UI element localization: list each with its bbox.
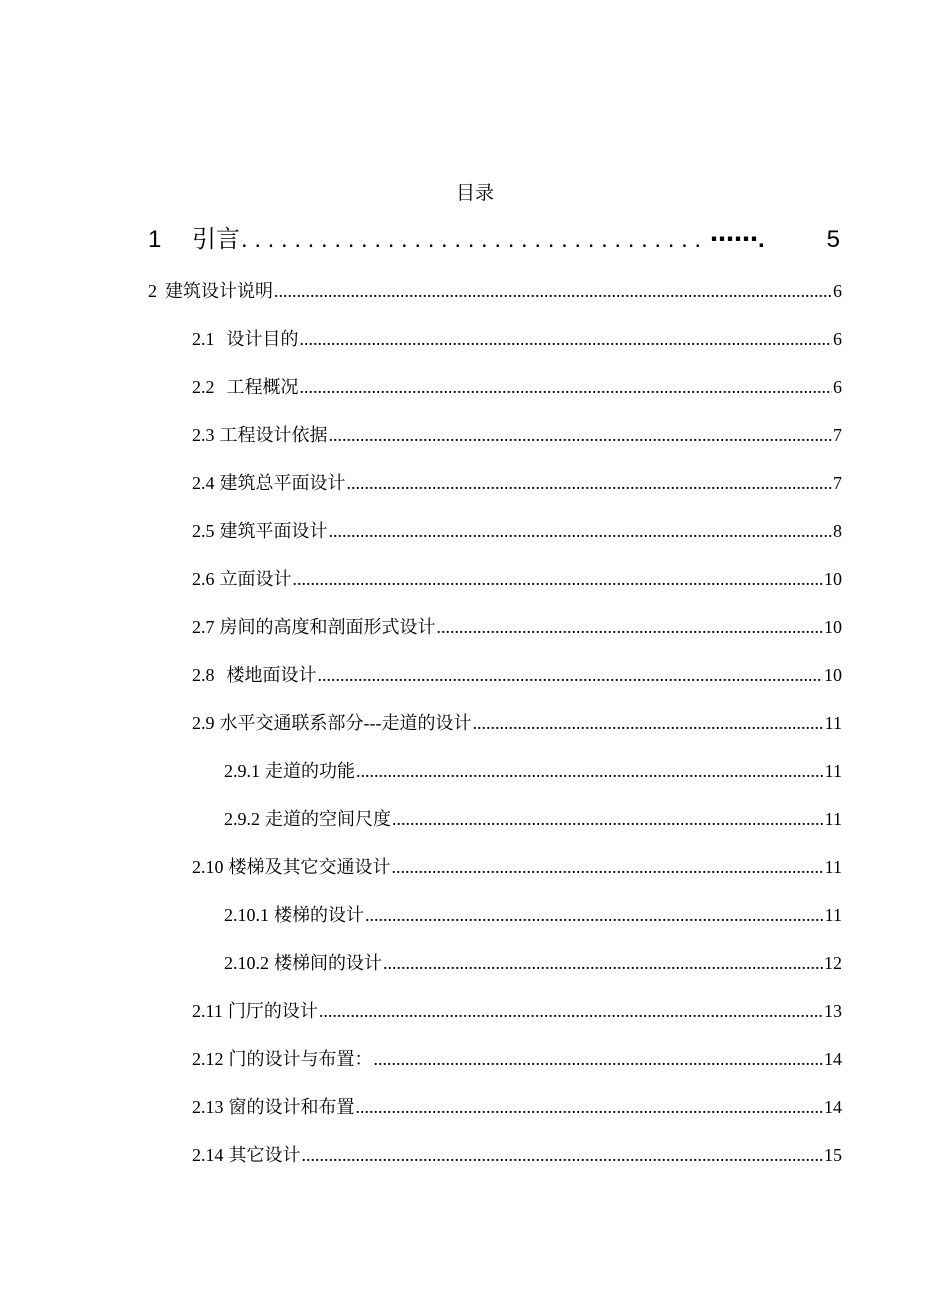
toc-entry-number: 2.10.1	[224, 905, 269, 925]
toc-leader-dots	[293, 565, 824, 593]
toc-entry-page: 11	[824, 809, 842, 829]
toc-entry-number: 2.10.2	[224, 953, 269, 973]
toc-leader-dots	[347, 469, 833, 497]
toc-entry-number: 2.2	[192, 377, 215, 397]
toc-leader-dots	[329, 421, 833, 449]
toc-entry-title: 门的设计与布置：	[228, 1049, 373, 1069]
toc-title: 目录	[455, 183, 494, 204]
toc-entry-number: 2.10	[192, 857, 224, 877]
toc-entry-page: 8	[833, 521, 842, 541]
toc-entry-2-1[interactable]	[192, 325, 842, 353]
toc-entry-2-10-2[interactable]	[224, 949, 842, 977]
toc-leader-dots	[319, 997, 823, 1025]
toc-entry-2-10-1[interactable]	[224, 901, 842, 929]
toc-entry-title: 建筑总平面设计	[219, 473, 346, 493]
toc-leader-dots	[241, 222, 709, 258]
toc-leader-dots	[318, 661, 824, 689]
toc-entry-title: 走道的空间尺度	[265, 809, 391, 829]
toc-entry-2-10[interactable]	[192, 853, 842, 881]
toc-entry-number: 2.9	[192, 713, 215, 733]
toc-entry-2-2[interactable]	[192, 373, 842, 401]
toc-entry-page: 5	[826, 226, 840, 253]
toc-entry-number: 1	[148, 226, 162, 253]
toc-entry-2-6[interactable]	[192, 565, 842, 593]
toc-entry-number: 2.6	[192, 569, 215, 589]
toc-entry-page: 10	[824, 665, 842, 685]
toc-leader-dots	[302, 1141, 824, 1169]
toc-entry-page: 10	[824, 617, 842, 637]
toc-entry-2-11[interactable]	[192, 997, 842, 1025]
toc-entry-page: 14	[824, 1097, 842, 1117]
toc-entry-2-9[interactable]	[192, 709, 842, 737]
toc-leader-dots	[392, 805, 824, 833]
toc-entry-number: 2.3	[192, 425, 215, 445]
toc-entry-title: 楼梯间的设计	[274, 953, 382, 973]
toc-entry-title: 引言	[192, 226, 240, 253]
toc-entry-page: 12	[824, 953, 842, 973]
toc-entry-number: 2.7	[192, 617, 215, 637]
toc-entry-title: 其它设计	[228, 1145, 301, 1165]
toc-entry-2-9-1[interactable]	[224, 757, 842, 785]
toc-entry-2-9-2[interactable]	[224, 805, 842, 833]
toc-entry-number: 2.4	[192, 473, 215, 493]
toc-leader-dots	[274, 277, 832, 305]
toc-entry-title: 门厅的设计	[227, 1001, 318, 1021]
toc-entry-page: 7	[833, 425, 842, 445]
toc-entry-page: 6	[833, 281, 842, 301]
toc-entry-page: 6	[833, 329, 842, 349]
toc-entry-page: 11	[824, 905, 842, 925]
toc-leader-ellipsis: ⋯⋯.	[710, 226, 765, 253]
toc-entry-page: 11	[824, 857, 842, 877]
toc-entry-title: 楼梯及其它交通设计	[228, 857, 391, 877]
toc-entry-title: 房间的高度和剖面形式设计	[219, 617, 436, 637]
toc-leader-dots	[329, 517, 833, 545]
toc-leader-dots	[472, 709, 823, 737]
toc-entry-number: 2.8	[192, 665, 215, 685]
toc-entry-page: 10	[824, 569, 842, 589]
toc-entry-title: 建筑设计说明	[165, 281, 273, 301]
toc-entry-1[interactable]	[148, 222, 840, 258]
toc-entry-number: 2.12	[192, 1049, 224, 1069]
toc-entry-number: 2.9.1	[224, 761, 260, 781]
toc-leader-dots	[365, 901, 824, 929]
toc-entry-2-5[interactable]	[192, 517, 842, 545]
toc-entry-2-8[interactable]	[192, 661, 842, 689]
toc-entry-title: 建筑平面设计	[219, 521, 328, 541]
toc-leader-dots	[300, 325, 833, 353]
toc-leader-dots	[392, 853, 824, 881]
toc-entry-number: 2.11	[192, 1001, 223, 1021]
toc-entry-title: 水平交通联系部分---走道的设计	[219, 713, 472, 733]
toc-entry-2-3[interactable]	[192, 421, 842, 449]
toc-entry-title: 工程概况	[226, 377, 299, 397]
toc-entry-number: 2.13	[192, 1097, 224, 1117]
toc-entry-title: 楼地面设计	[226, 665, 317, 685]
toc-leader-dots	[356, 1093, 824, 1121]
toc-entry-page: 14	[824, 1049, 842, 1069]
toc-entry-page: 7	[833, 473, 842, 493]
toc-entry-number: 2.9.2	[224, 809, 260, 829]
toc-entry-page: 11	[824, 761, 842, 781]
toc-entry-page: 6	[833, 377, 842, 397]
toc-leader-dots	[437, 613, 824, 641]
toc-entry-2-13[interactable]	[192, 1093, 842, 1121]
toc-entry-title: 走道的功能	[265, 761, 355, 781]
toc-entry-title: 楼梯的设计	[274, 905, 364, 925]
toc-entry-number: 2.14	[192, 1145, 224, 1165]
toc-leader-dots	[383, 949, 823, 977]
toc-entry-page: 13	[824, 1001, 842, 1021]
toc-leader-dots	[300, 373, 833, 401]
toc-entry-page: 15	[824, 1145, 842, 1165]
toc-entry-title: 窗的设计和布置	[228, 1097, 355, 1117]
toc-entry-title: 立面设计	[219, 569, 292, 589]
toc-leader-dots	[374, 1045, 824, 1073]
toc-entry-title: 工程设计依据	[219, 425, 328, 445]
toc-entry-number: 2.1	[192, 329, 215, 349]
toc-entry-2-7[interactable]	[192, 613, 842, 641]
toc-entry-number: 2.5	[192, 521, 215, 541]
toc-leader-dots	[356, 757, 824, 785]
toc-entry-2-4[interactable]	[192, 469, 842, 497]
toc-entry-number: 2	[148, 281, 157, 301]
toc-entry-page: 11	[824, 713, 842, 733]
toc-entry-2-12[interactable]	[192, 1045, 842, 1073]
toc-entry-2[interactable]	[148, 277, 842, 305]
toc-entry-title: 设计目的	[226, 329, 299, 349]
toc-entry-2-14[interactable]	[192, 1141, 842, 1169]
